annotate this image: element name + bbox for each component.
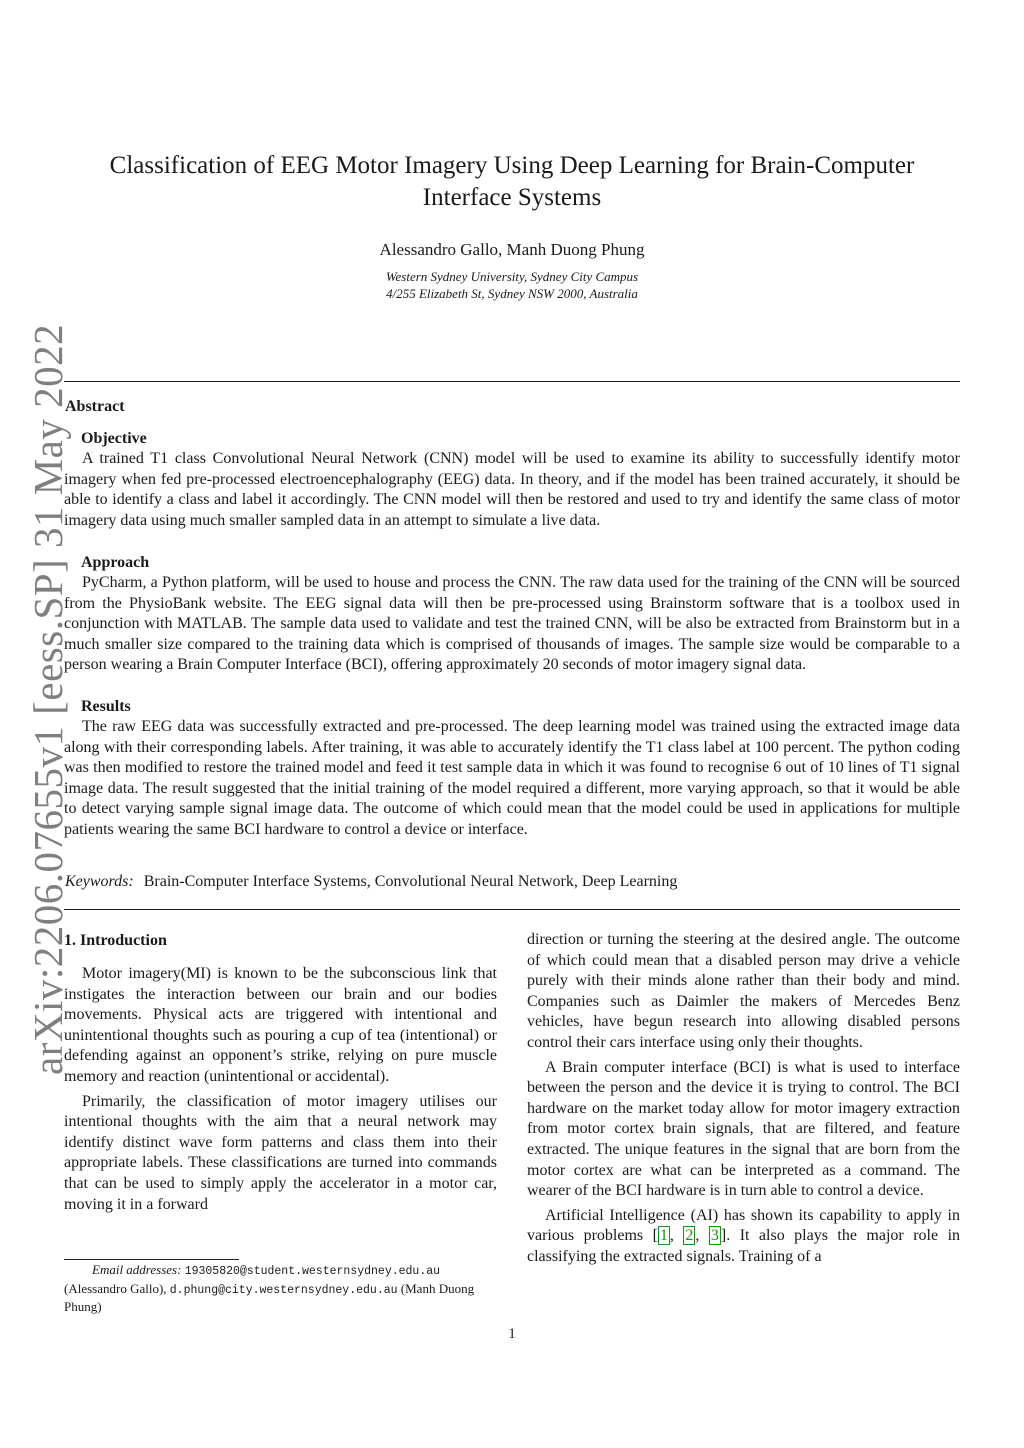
authors: Alessandro Gallo, Manh Duong Phung (379, 240, 645, 259)
abstract-objective (64, 429, 960, 531)
email-1[interactable]: 19305820@student.westernsydney.edu.au (184, 1265, 441, 1278)
p5-start: Artificial Intelligence (AI) has shown its capability to apply in various problems [ (527, 1206, 960, 1245)
intro-paragraph-1: Motor imagery(MI) is known to be the subconscious link that instigates the interaction between our brain and our bodies movements. Physical acts are triggered with intentional and unintentional thoughts such as pouring a cup of tea (intentional) or defending against an opponent’s strike, relying on pure muscle memory and reaction (unintentional or accidental). (64, 965, 497, 1085)
approach-text: PyCharm, a Python platform, will be used to house and process the CNN. The raw data used for the training of the CNN will be sourced from the PhysioBank website. The EEG signal data will then be pre-processed using Brainstorm software that is a toolbox used in conjunction with MATLAB. The sample data used to validate and test the trained CNN, will be also be extracted from Brainstorm but in a much smaller size compared to the training data which is comprised of thousands of images. The sample size would be comparable to a person wearing a Brain Computer Interface (BCI), offering approximately 20 seconds of motor imagery signal data. (64, 574, 960, 674)
affiliation-line-2: 4/255 Elizabeth St, Sydney NSW 2000, Australia (386, 286, 638, 301)
email-2[interactable]: d.phung@city.westernsydney.edu.au (169, 1283, 398, 1297)
title-line-1: Classification of EEG Motor Imagery Using Deep Learning for Brain-Computer (109, 152, 915, 179)
intro-paragraph-2: Primarily, the classification of motor imagery utilises our intentional thoughts with the aim that a neural network may identify distinct wave form patterns and class them into their appropriate labels. These classifications are turned into commands that can be used to simply apply the accelerator in a motor car, moving it in a forward (64, 1092, 497, 1213)
name-1: (Alessandro Gallo), (64, 1280, 167, 1296)
title-line-2: Interface Systems (422, 184, 602, 211)
footnote-rule (64, 1259, 239, 1260)
abstract-heading: Abstract (65, 398, 125, 415)
abstract-results (64, 697, 960, 841)
abstract-bottom-rule (64, 909, 960, 910)
intro-paragraph-3: direction or turning the steering at the desired angle. The outcome of which could mean that a disabled person may drive a vehicle purely with their minds alone rather than their body and mind. Companies such as Daimler the makers of Mercedes Benz vehicles, have begun research into allowing disabled persons control their cars interface using only their thoughts. (527, 931, 960, 1051)
arxiv-identifier[interactable]: arXiv:2206.07655v1 [eess.SP] 31 May 2022 (25, 323, 71, 1075)
citation-2-link[interactable]: 2 (685, 1227, 694, 1245)
results-text: The raw EEG data was successfully extracted and pre-processed. The deep learning model was trained using the extracted image data along with their corresponding labels. After training, it was able to accurately identify the T1 class label at 100 percent. The python coding was then modified to restore the trained model and feed it test sample data in which it was found to recognise 6 out of 10 lines of T1 signal image data. The result suggested that the initial training of the model required a different, more varying approach, so that it would be able to detect varying sample signal image data. The outcome of which could mean that the model could be used in applications for multiple patients wearing the same BCI hardware to control a device or interface. (64, 718, 960, 838)
abstract-approach (64, 553, 960, 676)
abstract-top-rule (64, 381, 960, 382)
p5-end: ]. It also plays the major role in classifying the extracted signals. Training of a (527, 1227, 961, 1265)
keywords (65, 873, 677, 891)
right-column (527, 930, 960, 1272)
intro-paragraph-4: A Brain computer interface (BCI) is what is used to interface between the person and the device it is trying to control. The BCI hardware on the market today allow for motor imagery extraction from motor cortex brain signals, that are filtered, and feature extracted. The unique features in the signal that are born from the motor cortex are what can be interpreted as a command. The wearer of the BCI hardware is in turn able to control a device. (527, 1058, 960, 1200)
footnote (64, 1262, 497, 1316)
intro-paragraph-5: Artificial Intelligence (AI) has shown its capability to apply in various problems [ 1 , 2 , 3 ]. It also plays the major role in classifying the extracted signals. Training of a (527, 1206, 961, 1265)
citation-3-link[interactable]: 3 (710, 1227, 719, 1245)
affiliation-line-1: Western Sydney University, Sydney City Campus (385, 269, 639, 284)
name-2: (Manh Duong Phung) (64, 1280, 475, 1314)
paper-title (64, 150, 960, 214)
introduction-heading: 1. Introduction (64, 932, 167, 949)
left-column (64, 930, 497, 1219)
objective-heading: Objective (81, 430, 147, 447)
keywords-label: Keywords: (65, 873, 134, 890)
objective-text: A trained T1 class Convolutional Neural Network (CNN) model will be used to examine its ability to successfully identify motor imagery when fed pre-processed electroencephalography (EEG) data. In theory, and if the model has been trained accurately, it should be able to identify a class and label it accordingly. The CNN model will then be restored and used to try and identify the same class of motor imagery data using much smaller sampled data in an attempt to simulate a live data. (64, 450, 960, 529)
keywords-text: Brain-Computer Interface Systems, Convolutional Neural Network, Deep Learning (143, 873, 678, 890)
citation-1-link[interactable]: 1 (659, 1227, 668, 1245)
page-number: 1 (508, 1326, 516, 1342)
affiliation (64, 268, 960, 302)
footnote-label: Email addresses: (92, 1262, 182, 1277)
results-heading: Results (81, 698, 131, 715)
approach-heading: Approach (81, 554, 150, 571)
